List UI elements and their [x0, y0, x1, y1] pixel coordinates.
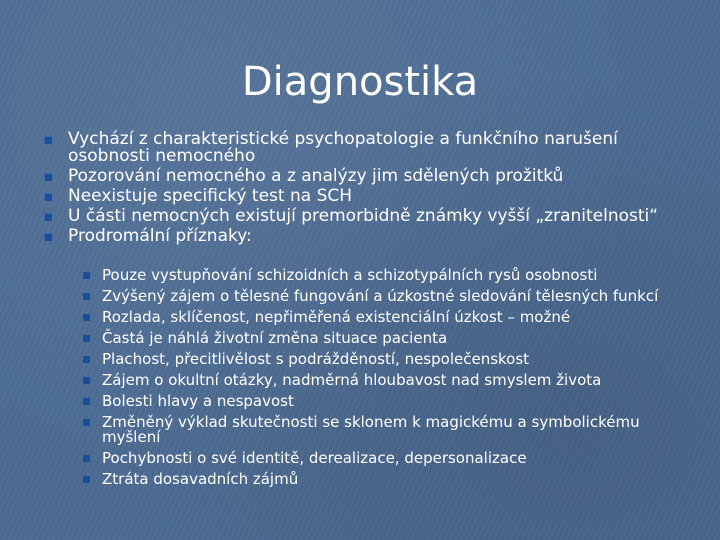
list-item — [81, 289, 681, 304]
list-item — [81, 394, 681, 409]
sub-bullet-text: Pouze vystupňování schizoidních a schizotypálních rysů osobnosti — [102, 266, 598, 284]
sub-bullet-text: Zájem o okultní otázky, nadměrná hloubavost nad smyslem života — [102, 371, 602, 389]
square-bullet-icon — [83, 419, 90, 426]
square-bullet-icon — [83, 476, 90, 483]
sub-bullet-text: Změněný výklad skutečnosti se sklonem k magickému a symbolickému myšlení — [102, 413, 640, 446]
list-item — [81, 331, 681, 346]
bullet-text: Neexistuje specifický test na SCH — [68, 186, 353, 206]
square-bullet-icon — [83, 455, 90, 462]
list-item — [40, 131, 700, 165]
list-item — [81, 472, 681, 487]
square-bullet-icon — [83, 398, 90, 405]
square-bullet-icon — [44, 193, 52, 201]
square-bullet-icon — [83, 356, 90, 363]
square-bullet-icon — [44, 213, 52, 221]
square-bullet-icon — [83, 293, 90, 300]
sub-bullet-text: Zvýšený zájem o tělesné fungování a úzkostné sledování tělesných funkcí — [102, 287, 659, 305]
list-item — [40, 228, 700, 245]
sub-bullet-text: Ztráta dosavadních zájmů — [102, 470, 299, 488]
square-bullet-icon — [83, 314, 90, 321]
sub-bullet-text: Častá je náhlá životní změna situace pacienta — [102, 329, 448, 347]
list-item — [81, 451, 681, 466]
square-bullet-icon — [44, 233, 52, 241]
square-bullet-icon — [83, 335, 90, 342]
main-bullet-list — [40, 131, 700, 248]
square-bullet-icon — [44, 136, 52, 144]
square-bullet-icon — [44, 173, 52, 181]
sub-bullet-text: Pochybnosti o své identitě, derealizace, depersonalizace — [102, 449, 527, 467]
list-item — [40, 188, 700, 205]
sub-bullet-text: Plachost, přecitlivělost s podrážděností, nespolečenskost — [102, 350, 530, 368]
list-item — [81, 415, 681, 445]
square-bullet-icon — [83, 377, 90, 384]
sub-bullet-list — [81, 268, 681, 493]
bullet-text: Vychází z charakteristické psychopatologie a funkčního narušení osobnosti nemocného — [68, 129, 618, 166]
list-item — [81, 310, 681, 325]
bullet-text: U části nemocných existují premorbidně známky vyšší „zranitelnosti“ — [68, 206, 659, 226]
list-item — [81, 373, 681, 388]
list-item — [40, 168, 700, 185]
sub-bullet-text: Rozlada, sklíčenost, nepřiměřená existenciální úzkost – možné — [102, 308, 571, 326]
slide-title: Diagnostika — [241, 59, 479, 105]
list-item — [40, 208, 700, 225]
list-item — [81, 352, 681, 367]
square-bullet-icon — [83, 272, 90, 279]
list-item — [81, 268, 681, 283]
bullet-text: Pozorování nemocného a z analýzy jim sdělených prožitků — [68, 166, 564, 186]
sub-bullet-text: Bolesti hlavy a nespavost — [102, 392, 294, 410]
bullet-text: Prodromální příznaky: — [68, 226, 252, 246]
